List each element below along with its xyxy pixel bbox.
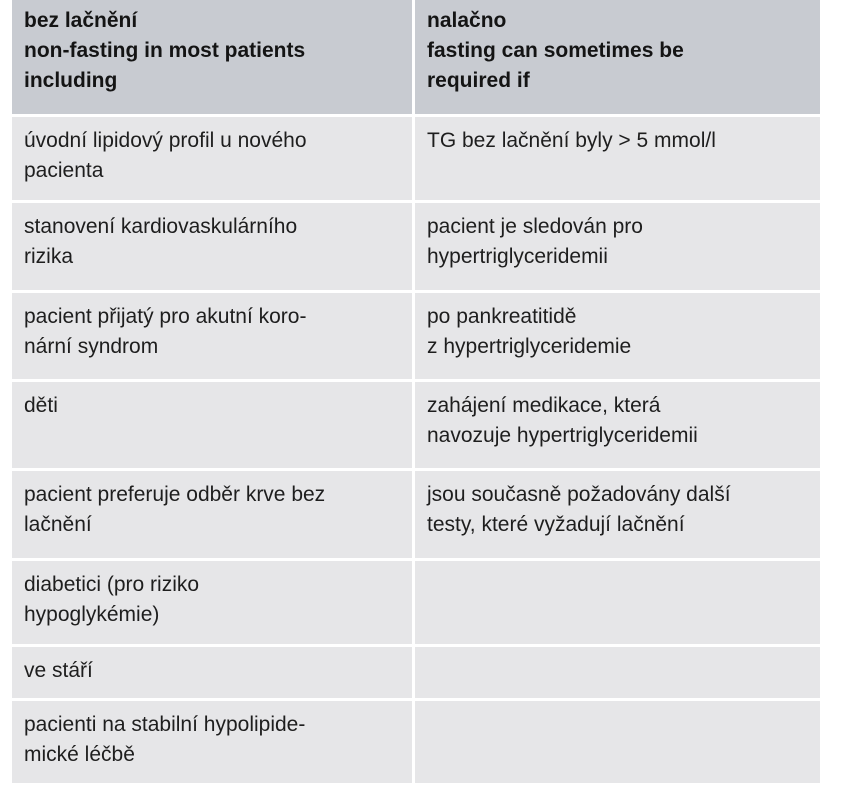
cell-line: po pankreatitidě: [427, 305, 577, 328]
cell-line: lačnění: [24, 513, 92, 536]
non-fasting-cell: [12, 647, 415, 701]
non-fasting-cell: [12, 471, 415, 561]
header-non-fasting-line: non-fasting in most patients: [24, 39, 306, 62]
table-row: [12, 293, 820, 382]
fasting-requirements-table: [12, 0, 820, 786]
cell-line: zahájení medikace, která: [427, 394, 661, 417]
cell-line: pacienta: [24, 159, 104, 182]
cell-line: hypoglykémie): [24, 603, 160, 626]
non-fasting-cell: [12, 117, 415, 203]
non-fasting-cell: [12, 203, 415, 293]
table-header: [12, 0, 820, 117]
header-row: [12, 0, 820, 117]
cell-line: testy, které vyžadují lačnění: [427, 513, 685, 536]
fasting-cell-empty: [415, 701, 820, 786]
fasting-cell: [415, 471, 820, 561]
header-non-fasting-line: including: [24, 69, 118, 92]
cell-line: pacienti na stabilní hypolipide-: [24, 713, 306, 736]
cell-line: pacient je sledován pro: [427, 215, 643, 238]
table-row: [12, 471, 820, 561]
cell-line: ve stáří: [24, 659, 93, 682]
fasting-cell: [415, 203, 820, 293]
header-fasting-line: required if: [427, 69, 530, 92]
non-fasting-cell: [12, 561, 415, 647]
cell-line: z hypertriglyceridemie: [427, 335, 632, 358]
cell-line: rizika: [24, 245, 74, 268]
cell-line: stanovení kardiovaskulárního: [24, 215, 298, 238]
table-row: [12, 701, 820, 786]
cell-line: mické léčbě: [24, 743, 135, 766]
fasting-cell: [415, 117, 820, 203]
fasting-table-container: [12, 0, 820, 786]
cell-line: jsou současně požadovány další: [427, 483, 731, 506]
non-fasting-cell: [12, 382, 415, 471]
cell-line: diabetici (pro riziko: [24, 573, 200, 596]
cell-line: TG bez lačnění byly > 5 mmol/l: [427, 129, 716, 152]
table-row: [12, 117, 820, 203]
cell-line: hypertriglyceridemii: [427, 245, 608, 268]
header-fasting: [415, 0, 820, 117]
non-fasting-cell: [12, 293, 415, 382]
header-fasting-line: fasting can sometimes be: [427, 39, 684, 62]
cell-line: nární syndrom: [24, 335, 159, 358]
cell-line: děti: [24, 394, 58, 417]
fasting-cell-empty: [415, 647, 820, 701]
table-row: [12, 647, 820, 701]
header-non-fasting-line: bez lačnění: [24, 9, 138, 32]
table-row: [12, 561, 820, 647]
table-row: [12, 382, 820, 471]
cell-line: pacient preferuje odběr krve bez: [24, 483, 326, 506]
table-row: [12, 203, 820, 293]
cell-line: pacient přijatý pro akutní koro-: [24, 305, 307, 328]
fasting-cell: [415, 382, 820, 471]
non-fasting-cell: [12, 701, 415, 786]
table-body: [12, 117, 820, 786]
header-non-fasting: [12, 0, 415, 117]
cell-line: úvodní lipidový profil u nového: [24, 129, 307, 152]
fasting-cell: [415, 293, 820, 382]
fasting-cell-empty: [415, 561, 820, 647]
cell-line: navozuje hypertriglyceridemii: [427, 424, 698, 447]
header-fasting-line: nalačno: [427, 9, 507, 32]
